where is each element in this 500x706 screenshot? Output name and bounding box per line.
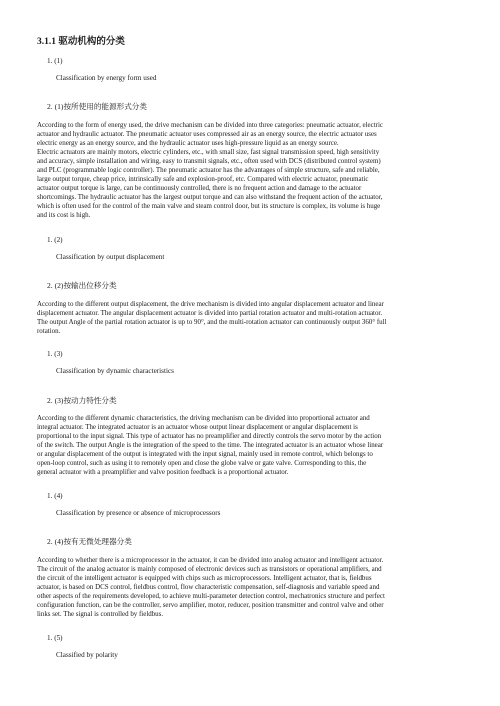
paragraph-line: The circuit of the analog actuator is mainly composed of electronic devices such as transistors or operational amplifiers, and	[37, 564, 382, 573]
paragraph-line: or angular displacement of the output is integrated with the input signal, mainly used in remote control, which belongs to	[37, 449, 373, 458]
classification-label: Classified by polarity	[56, 651, 118, 659]
list-number: 1. (3)	[47, 350, 63, 358]
paragraph-line: rotation.	[37, 326, 61, 335]
classification-label: Classification by dynamic characteristics	[56, 367, 174, 375]
paragraph	[37, 556, 469, 619]
classification-label: Classification by output displacement	[56, 253, 165, 261]
list-number: 1. (4)	[47, 492, 63, 500]
paragraph-line: actuator output torque is large, can be continuously controlled, there is no frequent action and damage to the actuator	[37, 183, 362, 192]
paragraph-line: displacement actuator. The angular displacement actuator is divided into partial rotation actuator and multi-rotation actuator.	[37, 308, 383, 317]
paragraph-line: open-loop control, such as using it to remotely open and close the globe valve or gate valve. Corresponding to this, the	[37, 458, 367, 467]
classification-label: Classification by presence or absence of microprocessors	[56, 509, 221, 517]
subsection-heading: 2. (2)按输出位移分类	[47, 281, 117, 290]
paragraph-line: and accuracy, simple installation and wiring, easy to transmit signals, etc., often used with DCS (distributed control system)	[37, 156, 381, 165]
paragraph	[37, 121, 469, 219]
paragraph-line: electric energy as an energy source, and the hydraulic actuator uses high-pressure liquid as an energy source.	[37, 138, 339, 147]
section-heading: 3.1.1 驱动机构的分类	[37, 37, 125, 47]
paragraph-line: of the switch. The output Angle is the integration of the speed to the time. The integrated actuator is an actuator whose linear	[37, 440, 384, 449]
paragraph-line: and PLC (programmable logic controller). The pneumatic actuator has the advantages of simple structure, safe and reliable,	[37, 165, 380, 174]
list-number: 1. (2)	[47, 236, 63, 244]
paragraph-line: proportional to the input signal. This type of actuator has no preamplifier and directly controls the servo motor by the action	[37, 431, 382, 440]
paragraph-line: links set. The signal is controlled by fieldbus.	[37, 609, 164, 618]
paragraph-line: The output Angle of the partial rotation actuator is up to 90°, and the multi-rotation actuator can continuously output 360° full	[37, 317, 387, 326]
classification-label: Classification by energy form used	[56, 74, 157, 82]
paragraph	[37, 300, 469, 336]
paragraph-line: other aspects of the requirements developed, to achieve multi-parameter detection control, mechatronics structure and perfect	[37, 591, 385, 600]
paragraph-line: According to whether there is a microprocessor in the actuator, it can be divided into analog actuator and intelligent actuator.	[37, 556, 384, 564]
paragraph-line: which is often used for the control of the main valve and steam control door, but its structure is complex, its volume is huge	[37, 201, 381, 210]
paragraph-line: actuator, is based on DCS control, fieldbus control, flow characteristic compensation, self-diagnosis and variable speed and	[37, 582, 380, 591]
paragraph-line: Electric actuators are mainly motors, electric cylinders, etc., with small size, fast signal transmission speed, high sensitivity	[37, 147, 380, 156]
paragraph-line: According to the different dynamic characteristics, the driving mechanism can be divided into proportional actuator and	[37, 414, 370, 422]
paragraph-line: the circuit of the intelligent actuator is equipped with chips such as microprocessors. Intelligent actuator, that is, fieldbus	[37, 573, 372, 582]
subsection-heading: 2. (3)按动力特性分类	[47, 396, 117, 405]
list-number: 1. (1)	[47, 57, 63, 65]
paragraph-line: shortcomings. The hydraulic actuator has the largest output torque and can also withstand the frequent action of the actuator,	[37, 192, 383, 201]
paragraph-line: large output torque, cheap price, intrinsically safe and explosion-proof, etc. Compared with electric actuator, pneumatic	[37, 174, 369, 183]
paragraph-line: According to the form of energy used, the drive mechanism can be divided into three categories: pneumatic actuator, electric	[37, 121, 383, 129]
paragraph-line: and its cost is high.	[37, 210, 91, 219]
subsection-heading: 2. (4)按有无微处理器分类	[47, 537, 132, 546]
paragraph-line: general actuator with a preamplifier and valve position feedback is a proportional actuator.	[37, 467, 289, 476]
paragraph-line: actuator and hydraulic actuator. The pneumatic actuator uses compressed air as an energy source, the electric actuator uses	[37, 129, 377, 138]
list-number: 1. (5)	[47, 634, 63, 642]
paragraph-line: According to the different output displacement, the drive mechanism is divided into angular displacement actuator and linear	[37, 300, 384, 308]
paragraph-line: configuration function, can be the controller, servo amplifier, motor, reducer, position transmitter and control valve and other	[37, 600, 384, 609]
subsection-heading: 2. (1)按所使用的能源形式分类	[47, 102, 147, 111]
paragraph-line: integral actuator. The integrated actuator is an actuator whose output linear displacement or angular displacement is	[37, 422, 358, 431]
paragraph	[37, 414, 469, 477]
